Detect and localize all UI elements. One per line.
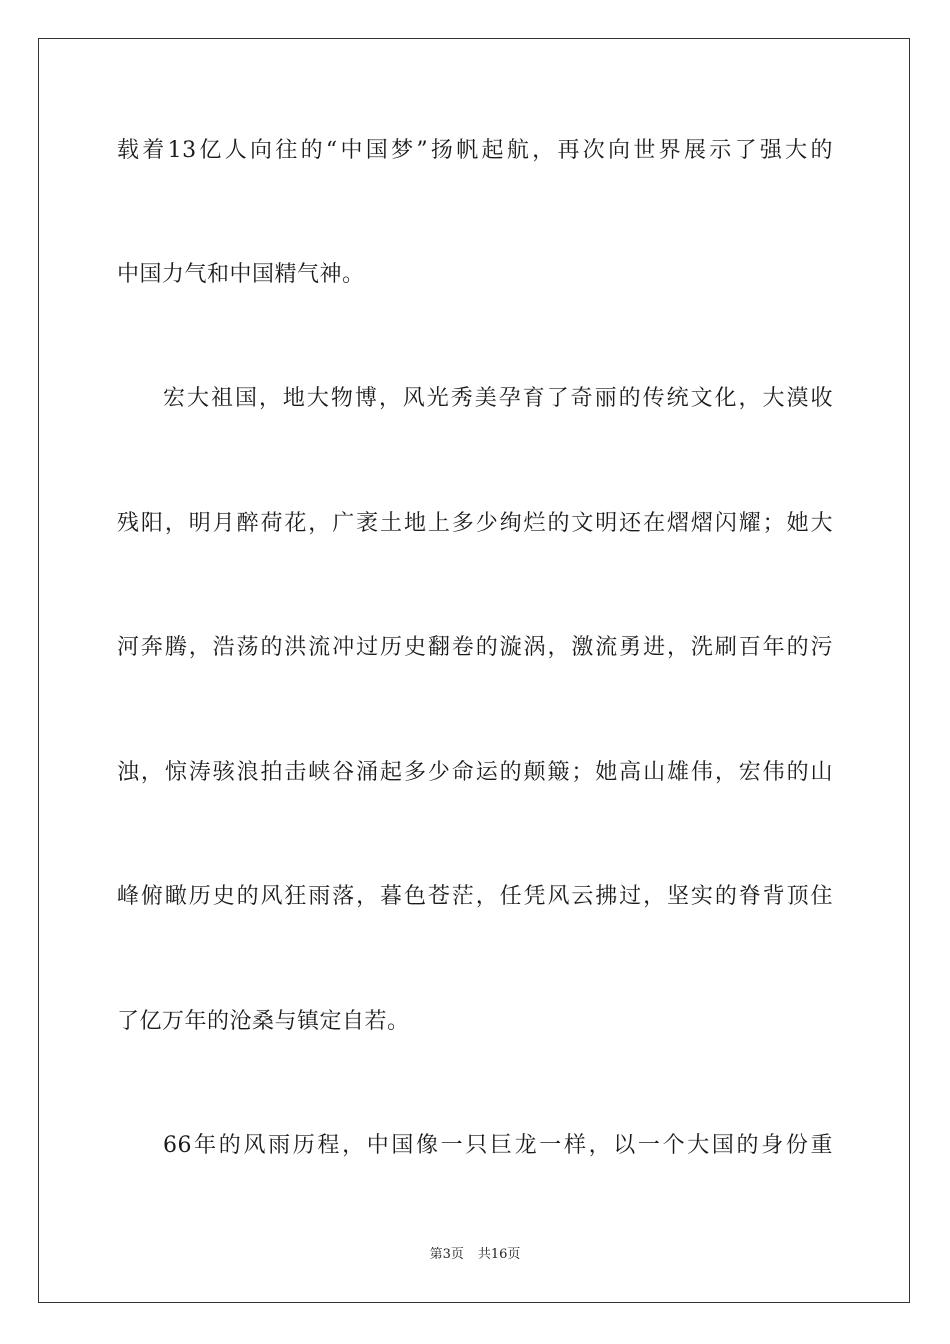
text-line-9: 66年的风雨历程，中国像一只巨龙一样，以一个大国的身份重 — [163, 1133, 833, 1158]
page-footer — [0, 1246, 950, 1264]
page-number: 第3页 — [429, 1247, 464, 1262]
text-line-5: 河奔腾，浩荡的洪流冲过历史翻卷的漩涡，激流勇进，洗刷百年的污 — [117, 635, 833, 660]
text-line-6: 浊，惊涛骇浪拍击峡谷涌起多少命运的颠簸；她高山雄伟，宏伟的山 — [117, 760, 833, 785]
text-line-1: 载着13亿人向往的“中国梦”扬帆起航，再次向世界展示了强大的 — [117, 138, 833, 163]
page-total: 共16页 — [477, 1247, 521, 1262]
page-border — [38, 38, 910, 1303]
text-line-8: 了亿万年的沧桑与镇定自若。 — [117, 1009, 410, 1034]
text-line-3: 宏大祖国，地大物博，风光秀美孕育了奇丽的传统文化，大漠收 — [163, 386, 833, 411]
text-line-2: 中国力气和中国精气神。 — [117, 262, 365, 287]
text-line-4: 残阳，明月醉荷花，广袤土地上多少绚烂的文明还在熠熠闪耀；她大 — [117, 511, 833, 536]
text-line-7: 峰俯瞰历史的风狂雨落，暮色苍茫，任凭风云拂过，坚实的脊背顶住 — [117, 884, 833, 909]
